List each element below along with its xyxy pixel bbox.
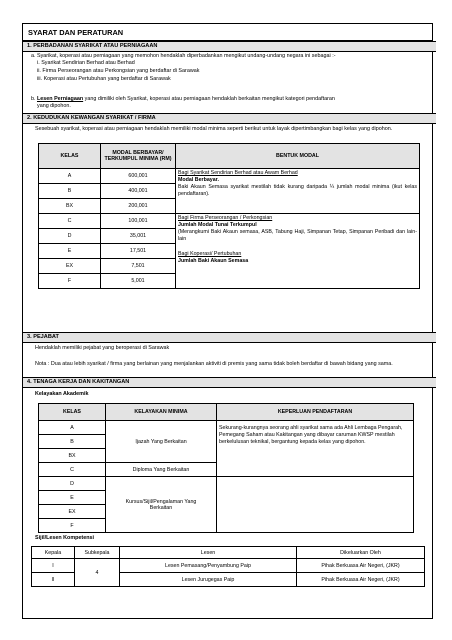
kelayakan-diploma: Diploma Yang Berkaitan — [106, 463, 217, 477]
col-subkepala: Subkepala — [75, 547, 120, 559]
col-kepala: Kepala — [32, 547, 75, 559]
s1-item-a-ii: ii. Firma Perseorangan atau Perkongsian yang berdaftar di Sarawak — [37, 68, 200, 74]
table-row-kelas: F — [39, 274, 101, 289]
bentuk-cell-1 — [176, 169, 420, 214]
table-row-kelas: D — [39, 477, 106, 491]
table-row-modal: 17,501 — [101, 244, 176, 259]
s1-item-b-text: yang dimiliki oleh Syarikat, koperasi atau perniagaan hendaklah berkaitan mengikut kategori pendaftaran — [83, 96, 335, 102]
section-1-heading: 1. PERBADANAN SYARIKAT ATAU PERNIAGAAN — [23, 41, 436, 52]
page-title: SYARAT DAN PERATURAN — [23, 24, 432, 41]
s2-intro: Sesebuah syarikat, koperasi atau perniagaan hendaklah memiliki modal minima seperti berikut untuk layak dipertimbangkan bagi kelas yang dipohon. — [35, 126, 393, 132]
col-lesen: Lesen — [120, 547, 297, 559]
s3-text: Hendaklah memiliki pejabat yang beroperasi di Sarawak — [35, 345, 170, 351]
table-row-modal: 200,001 — [101, 199, 176, 214]
s1-item-a: a. Syarikat, koperasi atau perniagaan yang memohon hendaklah diperbadankan mengikut undang-undang negara ini sebagai :- — [31, 53, 336, 59]
table-row-kelas: E — [39, 491, 106, 505]
table-row-lesen: Lesen Jurugegas Paip — [120, 573, 297, 587]
s1-item-a-iii: iii. Koperasi atau Pertubuhan yang berdaftar di Sarawak — [37, 76, 171, 82]
table-row-kelas: E — [39, 244, 101, 259]
col-kelas: KELAS — [39, 144, 101, 169]
s3-note: Nota : Dua atau lebih syarikat / firma yang berlainan yang menjalankan aktiviti di premis yang sama tidak boleh berdaftar di bawah bidang yang sama. — [35, 361, 393, 367]
table-row-lesen: Lesen Pemasang/Penyambung Paip — [120, 559, 297, 573]
s1-item-b-cont: yang dipohon. — [37, 103, 71, 109]
section-2-heading: 2. KEDUDUKAN KEWANGAN SYARIKAT / FIRMA — [23, 113, 436, 124]
table-row-kelas: BX — [39, 199, 101, 214]
s1-item-b — [31, 96, 335, 103]
s4-sub-license: Sijil/Lesen Kompetensi — [35, 535, 95, 541]
bentuk2-sub: Jumlah Modal Tunai Terkumpul — [178, 222, 257, 228]
section-4-heading: 4. TENAGA KERJA DAN KAKITANGAN — [23, 377, 436, 388]
s1-item-b-bold: Lesen Perniagaan — [37, 96, 84, 102]
terms-frame — [22, 23, 433, 619]
table-row-oleh: Pihak Berkuasa Air Negeri, (JKR) — [297, 559, 425, 573]
s1-item-a-i: i. Syarikat Sendirian Berhad atau Berhad — [37, 60, 135, 66]
col-bentuk: BENTUK MODAL — [176, 144, 420, 169]
table-row-kelas: EX — [39, 505, 106, 519]
keperluan-text: Sekurang-kurangnya seorang ahli syarikat sama ada Ahli Lembaga Pengarah, Pemegang Saham atau Kakitangan yang dibayar caruman KWSP mestilah berkelulusan teknikal, bergantung kepada kelas yang dipohon. — [217, 421, 414, 477]
keperluan-empty — [217, 477, 414, 533]
table-row-kepala: II — [32, 573, 75, 587]
table-row-kelas: A — [39, 169, 101, 184]
subkepala-value: 4 — [75, 559, 120, 587]
col-keperluan: KEPERLUAN PENDAFTARAN — [217, 404, 414, 421]
table-row-modal: 35,001 — [101, 229, 176, 244]
s4-sub-academic: Kelayakan Akademik — [35, 391, 89, 397]
table-row-kelas: BX — [39, 449, 106, 463]
table-row-modal: 100,001 — [101, 214, 176, 229]
license-table — [31, 546, 425, 587]
table-row-kelas: D — [39, 229, 101, 244]
table-row-kelas: C — [39, 214, 101, 229]
table-row-modal: 5,001 — [101, 274, 176, 289]
bentuk2-title: Bagi Firma Perseorangan / Perkongsian — [178, 215, 273, 221]
bentuk2-text: (Merangkumi Baki Akaun semasa, ASB, Tabung Haji, Simpanan Tetap, Simpanan Peribadi dan lain-lain — [178, 229, 417, 242]
kelayakan-ijazah: Ijazah Yang Berkaitan — [106, 421, 217, 463]
table-row-oleh: Pihak Berkuasa Air Negeri, (JKR) — [297, 573, 425, 587]
table-row-modal: 600,001 — [101, 169, 176, 184]
col-modal: MODAL BERBAYAR/ TERKUMPUL MINIMA (RM) — [101, 144, 176, 169]
table-row-modal: 400,001 — [101, 184, 176, 199]
col-kelayakan: KELAYAKAN MINIMA — [106, 404, 217, 421]
kelayakan-kursus: Kursus/Sijil/Pengalaman Yang Berkaitan — [106, 477, 217, 533]
col-dikeluarkan: Dikeluarkan Oleh — [297, 547, 425, 559]
bentuk1-text: Baki Akaun Semasa syarikat mestilah tidak kurang daripada ¼ jumlah modal minima (ikut kelas pendaftaran). — [178, 184, 417, 197]
table-row-modal: 7,501 — [101, 259, 176, 274]
table-row-kelas: EX — [39, 259, 101, 274]
capital-table — [38, 143, 420, 289]
table-row-kelas: B — [39, 184, 101, 199]
bentuk3-title: Bagi Koperasi/ Pertubuhan — [178, 251, 242, 257]
s1-item-b-label: b. — [31, 96, 36, 102]
table-row-kelas: B — [39, 435, 106, 449]
section-3-heading: 3. PEJABAT — [23, 332, 436, 343]
bentuk1-title: Bagi Syarikat Sendirian Berhad atau Awam Berhad — [178, 170, 298, 176]
academic-table — [38, 403, 414, 533]
bentuk3-sub: Jumlah Baki Akaun Semasa — [178, 258, 249, 264]
table-row-kepala: I — [32, 559, 75, 573]
col-kelas: KELAS — [39, 404, 106, 421]
bentuk-cell-2 — [176, 214, 420, 289]
table-row-kelas: C — [39, 463, 106, 477]
table-row-kelas: F — [39, 519, 106, 533]
table-row-kelas: A — [39, 421, 106, 435]
bentuk1-sub: Modal Berbayar. — [178, 177, 219, 183]
